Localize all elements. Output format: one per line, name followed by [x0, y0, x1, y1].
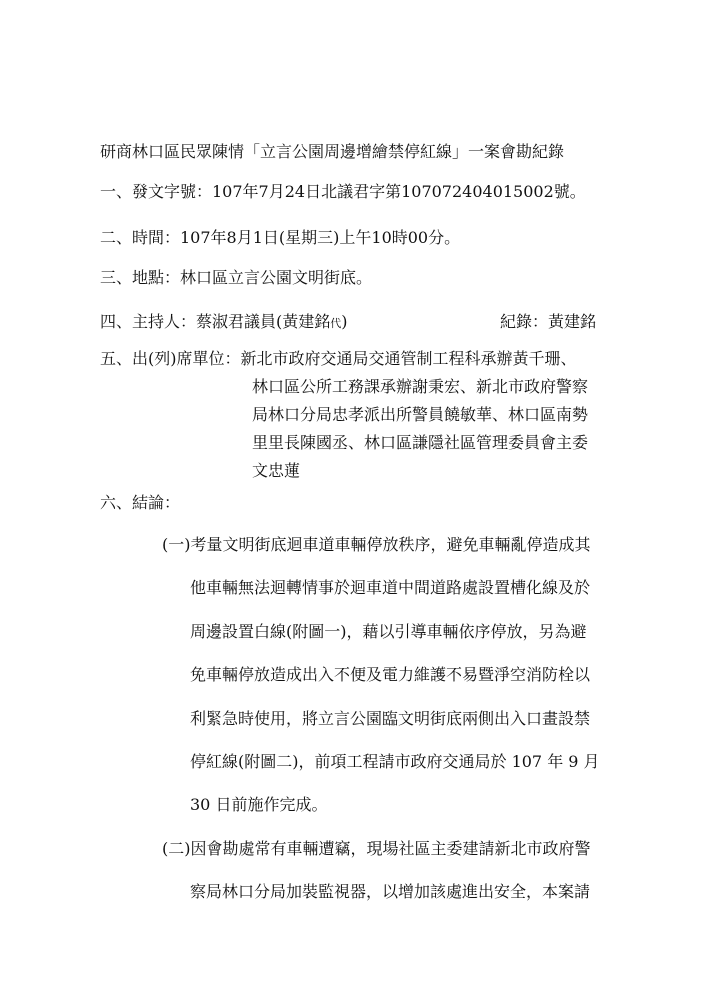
location-line: 三、地點：林口區立言公園文明街底。: [100, 268, 373, 287]
document-title: 研商林口區民眾陳情「立言公園周邊增繪禁停紅線」一案會勘紀錄: [100, 142, 565, 161]
host-suffix: 代: [330, 317, 342, 330]
conclusion-1-line: 30 日前施作完成。: [190, 795, 328, 814]
conclusion-1-line: 免車輛停放造成出入不便及電力維護不易暨淨空消防栓以: [190, 665, 591, 684]
attendees-line: 林口區公所工務課承辦謝秉宏、新北市政府警察: [252, 377, 589, 396]
conclusion-1-line: 周邊設置白線(附圖一)，藉以引導車輛依序停放，另為避: [190, 622, 587, 641]
attendees-line: 里里長陳國丞、林口區謙隱社區管理委員會主委: [252, 433, 589, 452]
conclusion-1-line: (一)考量文明街底迴車道車輛停放秩序，避免車輛亂停造成其: [162, 535, 591, 554]
doc-number-line: 一、發文字號：107年7月24日北議君字第107072404015002號。: [100, 182, 586, 201]
conclusion-1-line: 利緊急時使用，將立言公園臨文明街底兩側出入口畫設禁: [190, 709, 591, 728]
host-line: [100, 312, 620, 334]
attendees-line: 五、出(列)席單位：新北市政府交通局交通管制工程科承辦黃千珊、: [100, 349, 577, 368]
conclusion-2-line: (二)因會勘處常有車輛遭竊，現場社區主委建請新北市政府警: [162, 839, 591, 858]
conclusion-2-line: 察局林口分局加裝監視器，以增加該處進出安全，本案請: [190, 882, 591, 901]
attendees-line: 局林口分局忠孝派出所警員饒敏華、林口區南勢: [252, 405, 589, 424]
conclusion-1-line: 停紅線(附圖二)，前項工程請市政府交通局於 107 年 9 月: [190, 752, 600, 771]
time-line: 二、時間：107年8月1日(星期三)上午10時00分。: [100, 228, 461, 247]
attendees-line: 文忠蓮: [252, 461, 301, 480]
host-close: ): [341, 312, 348, 331]
conclusion-label: 六、結論：: [100, 493, 181, 512]
host-label: 四、主持人：蔡淑君議員(黃建銘: [100, 312, 331, 331]
conclusion-1-line: 他車輛無法迴轉情事於迴車道中間道路處設置槽化線及於: [190, 578, 591, 597]
recorder-label: 紀錄：黃建銘: [500, 312, 597, 331]
